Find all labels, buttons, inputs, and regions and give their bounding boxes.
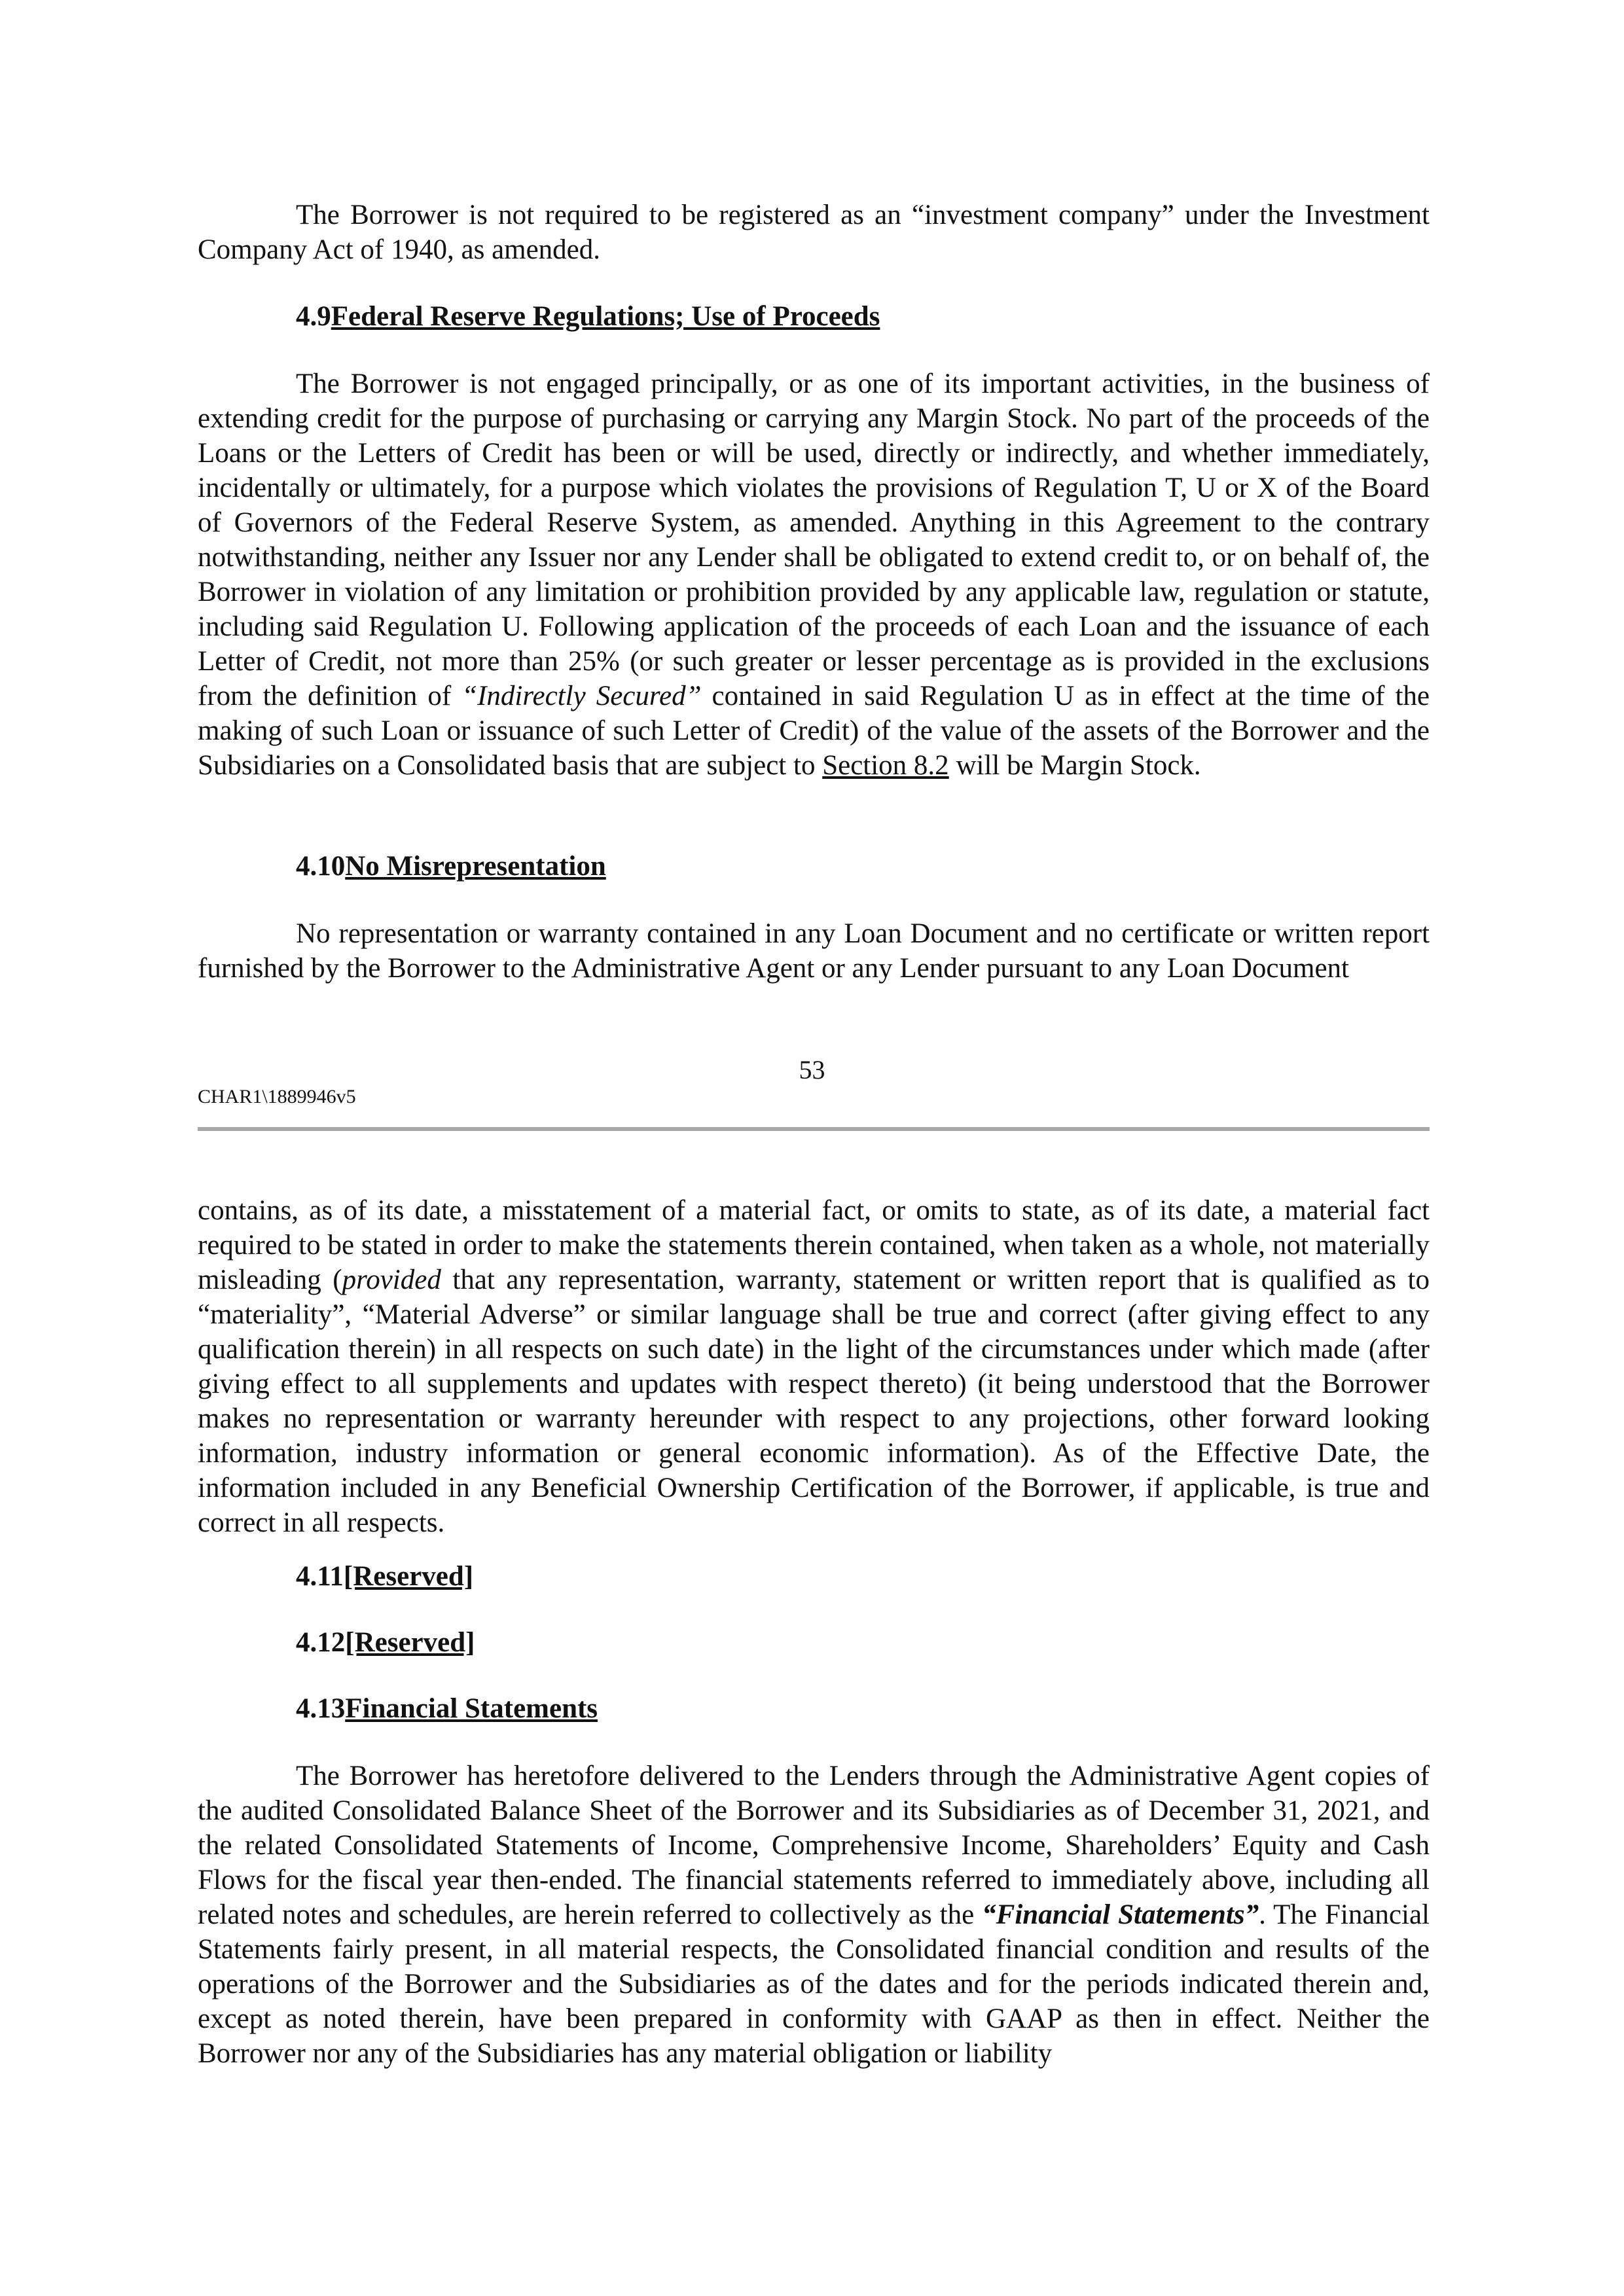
paragraph-investment-company xyxy=(198,198,1430,267)
paragraph-text: The Borrower is not required to be registered as an “investment company” under the Investment Company Act of 1940, as amended. xyxy=(198,200,1430,265)
paragraph-text: The Borrower is not engaged principally, or as one of its important activities, in the business of extending credit for the purpose of purchasing or carrying any Margin Stock. No part of the proceeds of the Loans or the Letters of Credit has been or will be used, directly or indirectly, and whether immediately, incidentally or ultimately, for a purpose which violates the provisions of Regulation T, U or X of the Board of Governors of the Federal Reserve System, as amended. Anything in this Agreement to the contrary notwithstanding, neither any Issuer nor any Lender shall be obligated to extend credit to, or on behalf of, the Borrower in violation of any limitation or prohibition provided by any applicable law, regulation or statute, including said Regulation U. Following application of the proceeds of each Loan and the issuance of each Letter of Credit, not more than 25% (or such greater or lesser percentage as is provided in the exclusions from the definition of “Indirectly Secured” contained in said Regulation U as in effect at the time of the making of such Loan or issuance of such Letter of Credit) of the value of the assets of the Borrower and the Subsidiaries on a Consolidated basis that are subject to Section 8.2 will be Margin Stock. xyxy=(198,368,1430,781)
section-number: 4.10 xyxy=(296,851,346,882)
paragraph-text: The Borrower has heretofore delivered to the Lenders through the Administrative Agent copies of the audited Consolidated Balance Sheet of the Borrower and its Subsidiaries as of December 31, 2021, and the related Consolidated Statements of Income, Comprehensive Income, Shareholders’ Equity and Cash Flows for the fiscal year then-ended. The financial statements referred to immediately above, including all related notes and schedules, are herein referred to collectively as the “Financial Statements”. The Financial Statements fairly present, in all material respects, the Consolidated financial condition and results of the operations of the Borrower and the Subsidiaries as of the dates and for the periods indicated therein and, except as noted therein, have been prepared in conformity with GAAP as then in effect. Neither the Borrower nor any of the Subsidiaries has any material obligation or liability xyxy=(198,1761,1430,2069)
defined-term-financial-statements: “Financial Statements” xyxy=(982,1899,1259,1930)
section-number: 4.9 xyxy=(296,301,331,332)
section-heading-4-12 xyxy=(198,1625,1430,1660)
section-title: No Misrepresentation xyxy=(345,851,606,882)
section-title: Financial Statements xyxy=(345,1693,598,1724)
italic-term-provided: provided xyxy=(342,1265,441,1295)
section-title: Federal Reserve Regulations; Use of Proceeds xyxy=(331,301,880,332)
section-title: [Reserved] xyxy=(345,1627,475,1658)
section-heading-4-10 xyxy=(198,849,1430,884)
defined-term-indirectly-secured: “Indirectly Secured” xyxy=(461,681,702,711)
document-id: CHAR1\1889946v5 xyxy=(198,1086,356,1107)
paragraph-text: contains, as of its date, a misstatement of a material fact, or omits to state, as of its date, a material fact required to be stated in order to make the statements therein contained, when taken as a whole, not materially misleading (provided that any representation, warranty, statement or written report that is qualified as to “materiality”, “Material Adverse” or similar language shall be true and correct (after giving effect to any qualification therein) in all respects on such date) in the light of the circumstances under which made (after giving effect to all supplements and updates with respect thereto) (it being understood that the Borrower makes no representation or warranty hereunder with respect to any projections, other forward looking information, industry information or general economic information). As of the Effective Date, the information included in any Beneficial Ownership Certification of the Borrower, if applicable, is true and correct in all respects. xyxy=(198,1195,1430,1538)
section-number: 4.13 xyxy=(296,1693,346,1724)
section-title: [Reserved] xyxy=(343,1561,474,1592)
paragraph-text: No representation or warranty contained in any Loan Document and no certificate or written report furnished by the Borrower to the Administrative Agent or any Lender pursuant to any Loan Document xyxy=(198,918,1430,984)
section-heading-4-11 xyxy=(198,1559,1430,1594)
paragraph-no-misrepresentation-continued xyxy=(198,1193,1430,1540)
paragraph-federal-reserve xyxy=(198,367,1430,783)
paragraph-no-misrepresentation-start xyxy=(198,916,1430,986)
section-cross-reference-link[interactable]: Section 8.2 xyxy=(822,750,949,781)
section-heading-4-9 xyxy=(198,299,1430,334)
section-number: 4.12 xyxy=(296,1627,346,1658)
page-number: 53 xyxy=(799,1055,825,1085)
paragraph-financial-statements xyxy=(198,1759,1430,2071)
page-break-divider xyxy=(198,1127,1430,1131)
section-number: 4.11 xyxy=(296,1561,344,1592)
section-heading-4-13 xyxy=(198,1691,1430,1726)
